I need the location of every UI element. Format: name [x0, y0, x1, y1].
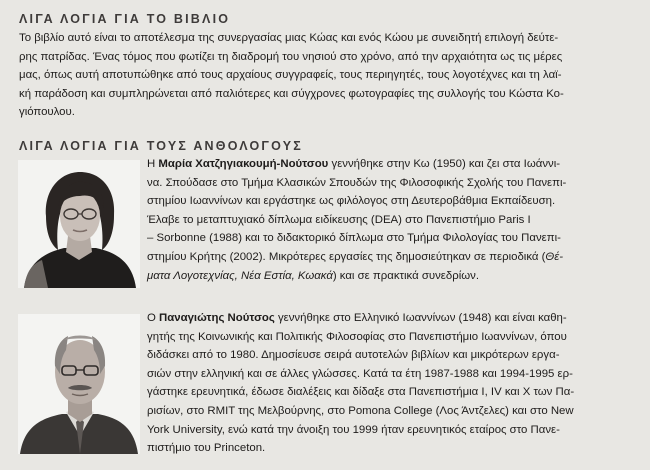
- author1-photo: [18, 160, 140, 288]
- author1-prefix: Η: [147, 158, 159, 170]
- author2-line: σιών στην ελληνική και σε άλλες γλώσσες. Κατά τα έτη 1987-1988 και 1994-1995 ερ-: [147, 367, 573, 380]
- author1-line: [147, 267, 632, 286]
- author2-line: York University, ενώ κατά την άνοιξη του 1999 ήταν ερευνητικός εταίρος στο Πανε-: [147, 423, 560, 436]
- book-line: κή παράδοση και συμπληρώνεται από παλιότερες και σύγχρονες φωτογραφίες της συλλογής του Κώστα Κο-: [19, 87, 564, 100]
- author1-journals-part2: ματα Λογοτεχνίας, Νέα Εστία, Κωακά: [147, 269, 333, 282]
- author2-line: γάστηκε ερευνητικά, έδωσε διαλέξεις και δίδαξε στα Πανεπιστήμια I, IV και X των Πα-: [147, 386, 575, 399]
- author2-prefix: Ο: [147, 312, 160, 324]
- author2-line: πιστήμιο του Princeton.: [147, 442, 266, 455]
- author2-name: Παναγιώτης Νούτσος: [159, 312, 275, 324]
- author1-line1-rest: γεννήθηκε στην Κω (1950) και ζει στα Ιωάννι-: [328, 158, 561, 170]
- book-line: μας, όπως αυτή αποτυπώθηκε από τους αρχαίους συγγραφείς, τους περιηγητές, τους λογοτέχνες και τη λαϊ-: [19, 69, 562, 82]
- author2-line: γητής της Κοινωνικής και Πολιτικής Φιλοσοφίας στο Πανεπιστήμιο Ιωαννίνων, όπου: [147, 330, 567, 343]
- author2-line: ρισίων, στο RMIT της Μελβούρνης, στο Pomona College (Λος Άντζελες) και στο New: [147, 404, 574, 417]
- author2-line1-rest: γεννήθηκε στο Ελληνικό Ιωαννίνων (1948) και είναι καθη-: [274, 312, 567, 324]
- author1-line: [147, 248, 632, 267]
- portrait-woman-icon: [18, 160, 140, 288]
- author1-line-text: στημίου Κρήτης (2002). Μικρότερες εργασίες της δημοσιεύτηκαν σε περιοδικά (: [147, 250, 546, 263]
- book-line: ρης πατρίδας. Ένας τόμος που φωτίζει τη διαδρομή του νησιού στο χρόνο, από την αρχαιότητα ως τις μέρες: [19, 50, 563, 63]
- author1-bio: [147, 155, 632, 285]
- author1-name: Μαρία Χατζηγιακουμή-Νούτσου: [158, 158, 329, 170]
- author2-bio: [147, 309, 632, 458]
- author1-journals-part1: Θέ-: [545, 250, 564, 263]
- authors-section-heading: ΛΙΓΑ ΛΟΓΙΑ ΓΙΑ ΤΟΥΣ ΑΝΘΟΛΟΓΟΥΣ: [19, 139, 303, 153]
- portrait-man-icon: [18, 314, 140, 454]
- author1-line: να. Σπούδασε στο Τμήμα Κλασικών Σπουδών της Φιλοσοφικής Σχολής του Πανεπι-: [147, 176, 567, 189]
- author1-line: στημίου Ιωαννίνων και εργάστηκε ως φιλόλογος στη Δευτεροβάθμια Εκπαίδευση.: [147, 195, 556, 208]
- book-section-heading: ΛΙΓΑ ΛΟΓΙΑ ΓΙΑ ΤΟ ΒΙΒΛΙΟ: [19, 12, 231, 26]
- book-line: γιόπουλου.: [19, 106, 75, 119]
- author1-line: – Sorbonne (1988) και το διδακτορικό δίπλωμα στο Τμήμα Φιλολογίας του Πανεπι-: [147, 232, 561, 245]
- book-description: [19, 29, 632, 122]
- author1-line: Έλαβε το μεταπτυχιακό δίπλωμα ειδίκευσης (DEA) στο Πανεπιστήμιο Paris I: [147, 213, 531, 226]
- author2-photo: [18, 314, 140, 454]
- author2-line: [147, 309, 632, 328]
- author1-last-rest: ) και σε πρακτικά συνεδρίων.: [332, 269, 479, 282]
- book-line: Το βιβλίο αυτό είναι το αποτέλεσμα της συνεργασίας μιας Κώας και ενός Κώου με συνειδητή επιλογή δεύτε-: [19, 32, 559, 44]
- author1-line: [147, 155, 632, 174]
- author2-line: διδάσκει από το 1980. Δημοσίευσε σειρά αυτοτελών βιβλίων και μικρότερων εργα-: [147, 349, 560, 362]
